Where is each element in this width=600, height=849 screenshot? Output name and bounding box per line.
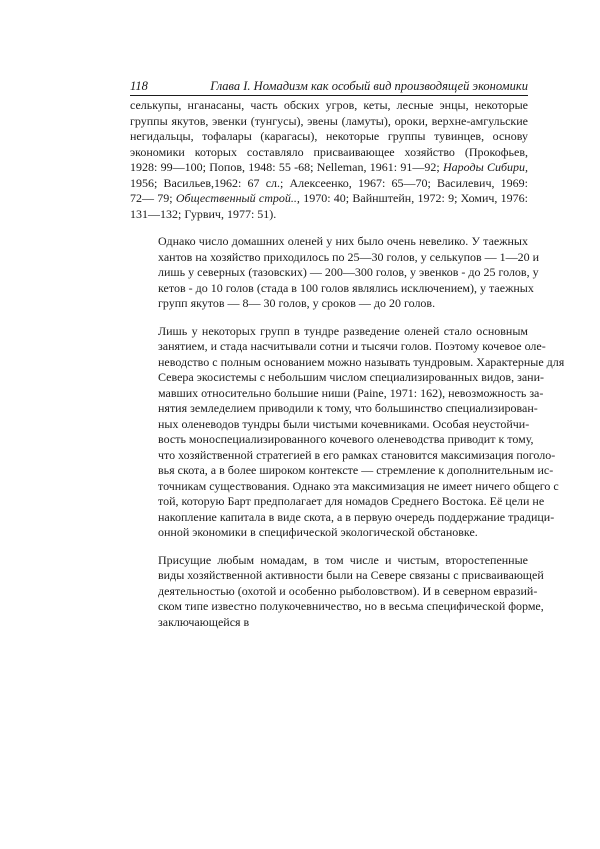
paragraph-2 <box>130 234 540 312</box>
text-line: накопление капитала в виде скота, а в первую очередь поддержание традици- <box>158 509 555 524</box>
paragraph-4 <box>130 552 544 631</box>
page-number: 118 <box>130 79 148 93</box>
text-line: вья скота, а в более широком контексте — стремление к дополнительным ис- <box>158 463 554 477</box>
text-line: виды хозяйственной активности были на Севере связаны с присваивающей <box>158 568 544 582</box>
text-segment: 1970: 40; Вайнштейн, 1972: 9; Хомич, 1976: <box>303 191 529 205</box>
italic-citation: Народы Сибири, <box>442 160 529 174</box>
text-line <box>130 191 528 207</box>
text-line: ском типе известно полукочевничество, но в весьма специфической форме, <box>158 599 544 613</box>
text-line: Севера экосистемы с небольшим числом специализированных видов, зани- <box>158 370 544 384</box>
text-line: неводство с полным основанием можно называть тундровым. Характерные для <box>158 354 565 369</box>
text-line: 131—132; Гурвич, 1977: 51). <box>130 206 277 221</box>
text-line: негидальцы, тофалары (карагасы), некоторые группы тувинцев, основу <box>130 129 528 143</box>
text-line: занятием, и стада насчитывали сотни и тысячи голов. Поэтому кочевое оле- <box>158 339 546 353</box>
running-header <box>130 79 528 93</box>
text-line: что хозяйственной стратегией в его рамках становится максимизация поголо- <box>158 447 556 462</box>
header-rule <box>130 95 528 96</box>
text-line <box>130 160 528 176</box>
text-line: кетов - до 10 голов (стада в 100 голов являлись исключением), у таежных <box>158 280 534 295</box>
paragraph-3 <box>130 323 565 541</box>
text-line: нятия земледелием приводили к тому, что большинство специализирован- <box>158 401 538 415</box>
text-line: деятельностью (охотой и особенно рыболовством). И в северном евразий- <box>158 583 538 598</box>
text-segment: 72— 79; <box>130 191 173 205</box>
text-line: группы якутов, эвенки (тунгусы), эвены (ламуты), ороки, верхне-амгульские <box>130 113 528 128</box>
text-line: Лишь у некоторых групп в тундре разведение оленей стало основным <box>158 323 528 338</box>
text-line: той, которую Барт предполагает для номадов Среднего Востока. Её цели не <box>158 494 545 508</box>
text-line: мавших относительно большие ниши (Paine, 1971: 162), невозможность за- <box>158 385 544 400</box>
text-line: хантов на хозяйство приходилось по 25—30 голов, у селькупов — 1—20 и <box>158 249 540 264</box>
text-line: экономики которых составляло присваивающее хозяйство (Прокофьев, <box>130 144 528 159</box>
chapter-title: Глава I. Номадизм как особый вид производящей экономики <box>210 79 528 93</box>
text-line: лишь у северных (тазовских) — 200—300 голов, у эвенков - до 25 голов, у <box>158 265 539 279</box>
text-line: 1956; Васильев,1962: 67 сл.; Алексеенко, 1967: 65—70; Василевич, 1969: <box>130 175 528 190</box>
text-line: Однако число домашних оленей у них было очень невелико. У таежных <box>158 234 528 248</box>
paragraph-1 <box>130 98 528 222</box>
text-line: Присущие любым номадам, в том числе и чистым, второстепенные <box>158 552 528 567</box>
text-line: групп якутов — 8— 30 голов, у сроков — до 20 голов. <box>158 296 436 310</box>
text-line: вость моноспециализированного кочевого оленеводства приводит к тому, <box>158 432 534 446</box>
text-segment: 1928: 99—100; Попов, 1948: 55 -68; Nelleman, 1961: 91—92; <box>130 160 440 174</box>
text-line: заключающейся в <box>158 614 250 629</box>
text-line: онной экономики в специфической экологической обстановке. <box>158 525 478 539</box>
page-body <box>130 98 565 642</box>
text-line: селькупы, нганасаны, часть обских угров, кеты, лесные энцы, некоторые <box>130 98 528 112</box>
text-line: ных оленеводов тундры были чистыми кочевниками. Особая неустойчи- <box>158 416 530 431</box>
italic-citation: Общественный строй.., <box>175 191 300 205</box>
text-line: точникам существования. Однако эта максимизация не имеет ничего общего с <box>158 478 559 493</box>
